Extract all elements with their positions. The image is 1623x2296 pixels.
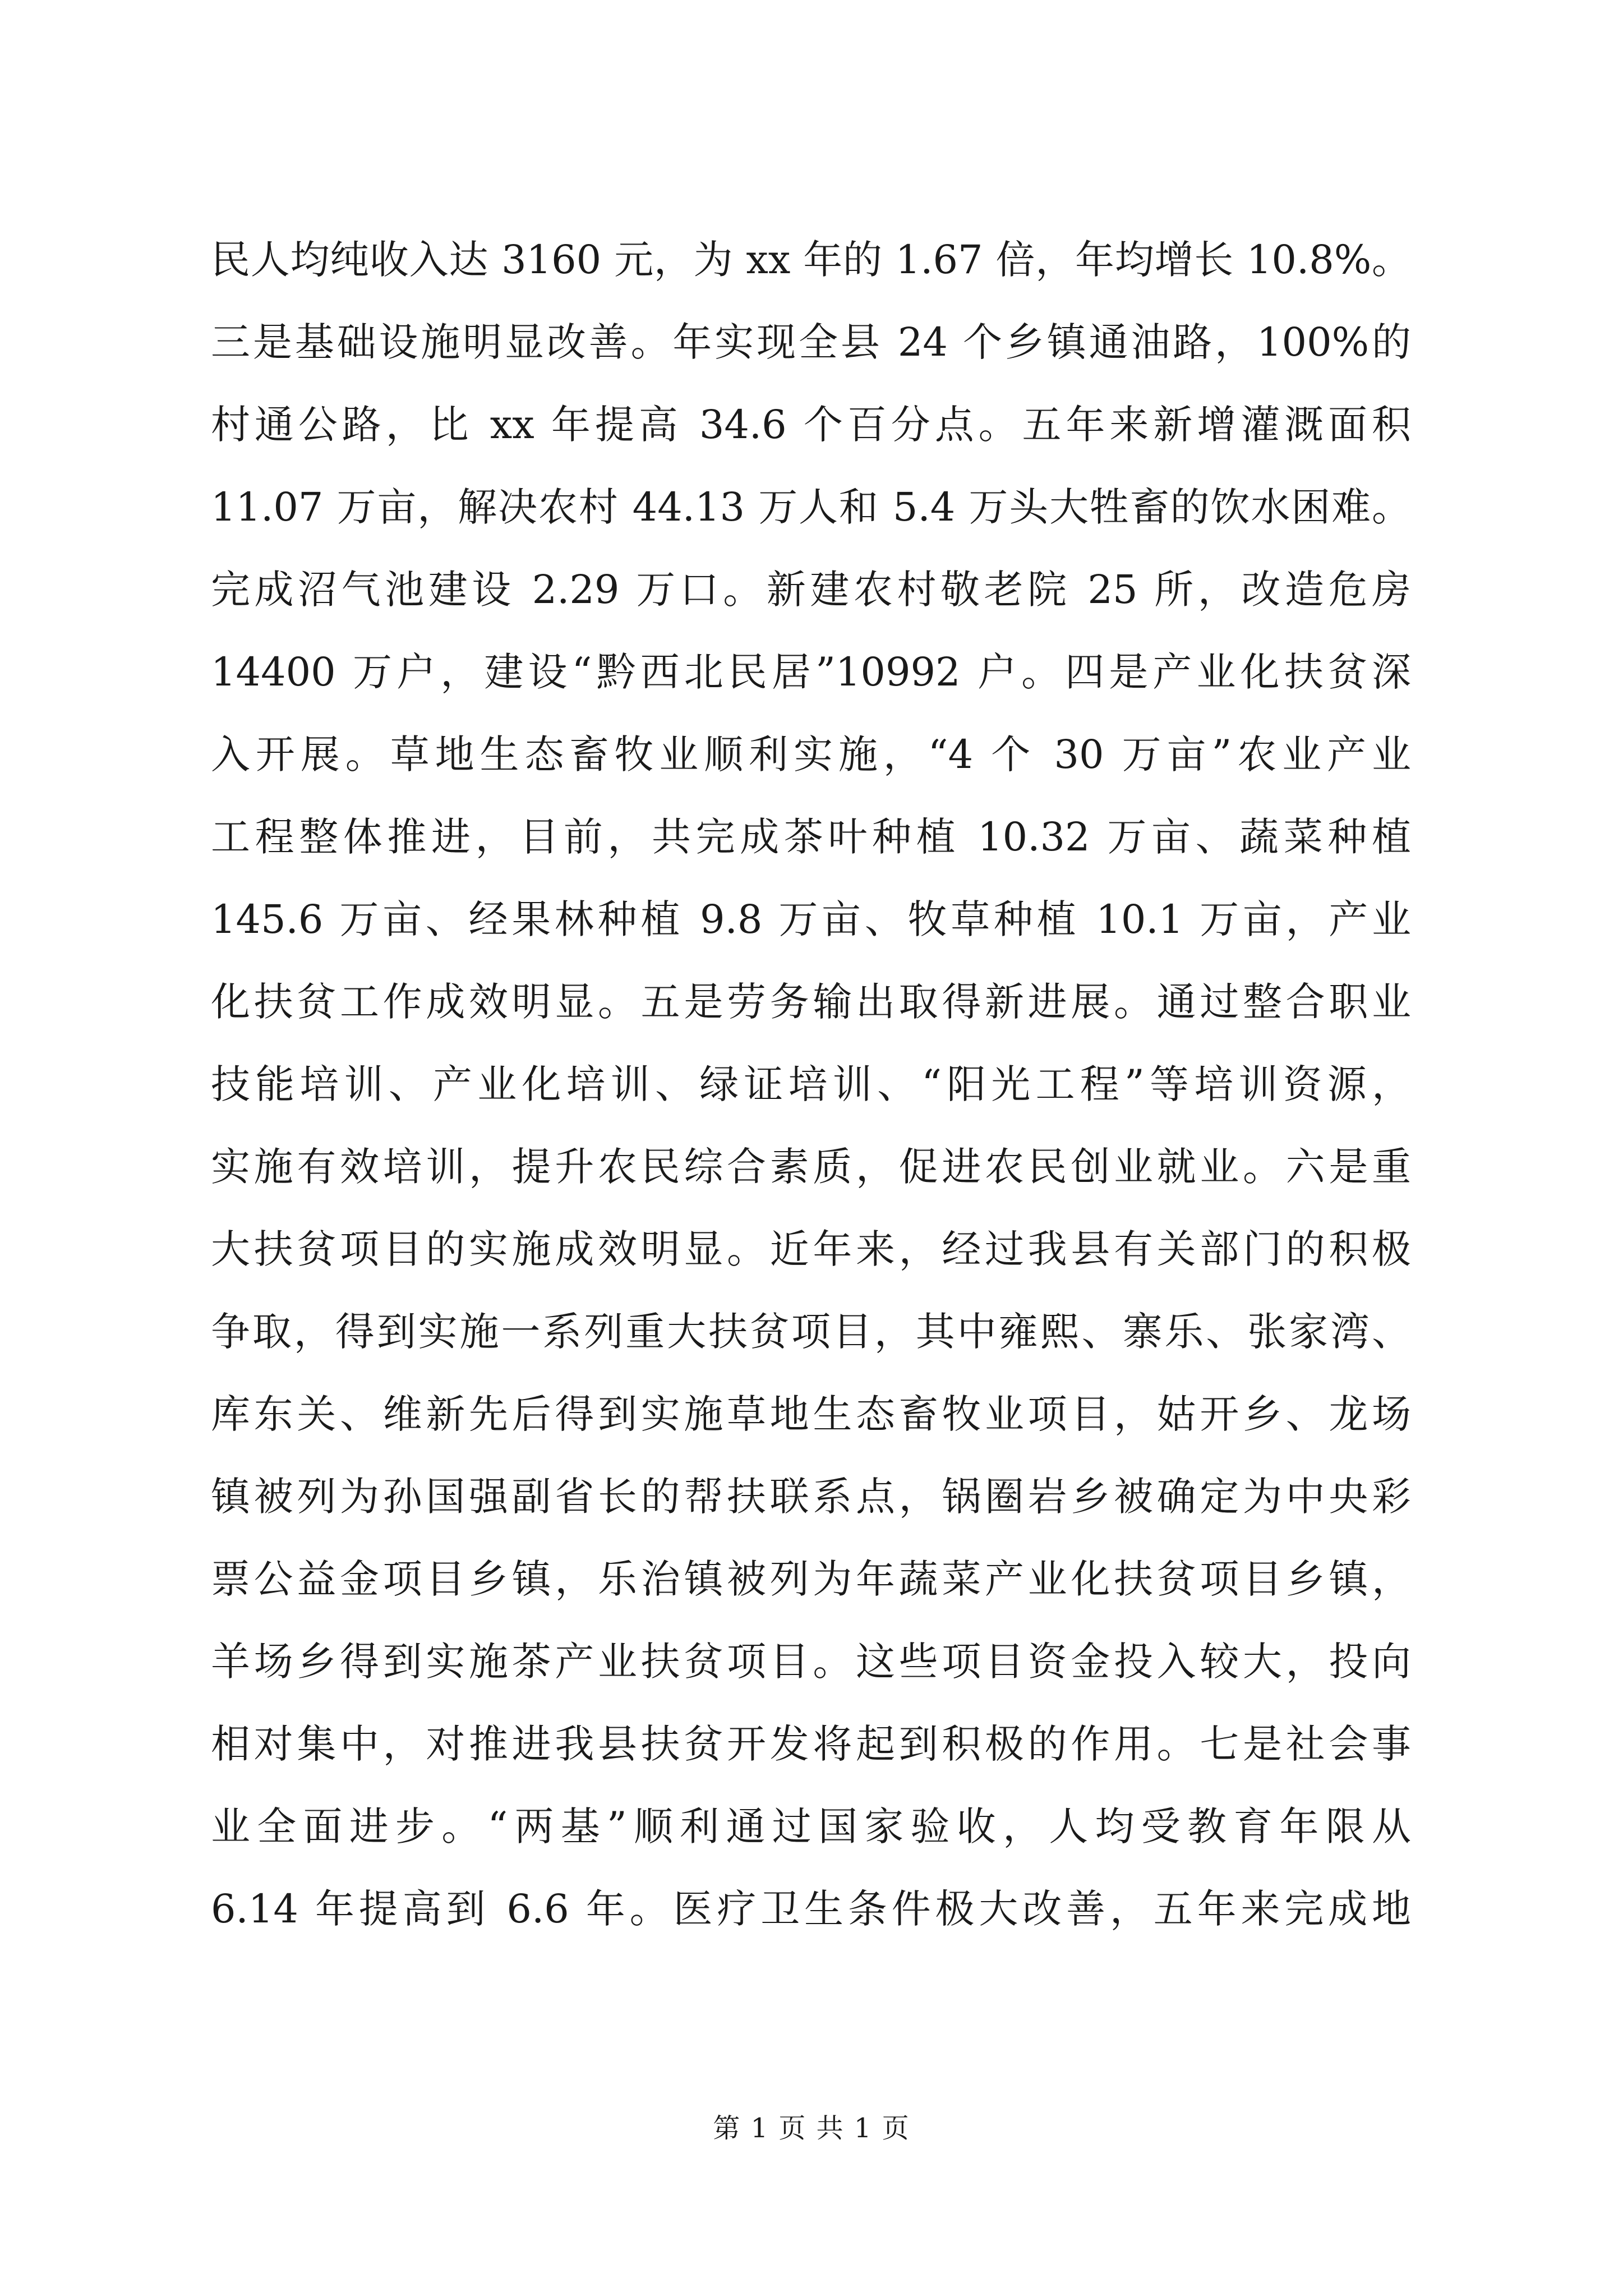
text-line: 业全面进步。“两基”顺利通过国家验收，人均受教育年限从: [211, 1803, 1411, 1849]
text-line: 技能培训、产业化培训、绿证培训、“阳光工程”等培训资源，: [211, 1061, 1411, 1107]
text-line: 相对集中，对推进我县扶贫开发将起到积极的作用。七是社会事: [211, 1721, 1411, 1767]
page-number-label: 第 1 页 共 1 页: [713, 2113, 910, 2144]
text-line: 民人均纯收入达 3160 元，为 xx 年的 1.67 倍，年均增长 10.8%。: [211, 237, 1411, 283]
text-line: 争取，得到实施一系列重大扶贫项目，其中雍熙、寨乐、张家湾、: [211, 1309, 1411, 1355]
text-line: 6.14 年提高到 6.6 年。医疗卫生条件极大改善，五年来完成地: [211, 1886, 1411, 1932]
text-line: 村通公路，比 xx 年提高 34.6 个百分点。五年来新增灌溉面积: [211, 402, 1411, 448]
text-line: 羊场乡得到实施茶产业扶贫项目。这些项目资金投入较大，投向: [211, 1639, 1411, 1685]
document-body: [211, 219, 1411, 1950]
text-line: 库东关、维新先后得到实施草地生态畜牧业项目，姑开乡、龙场: [211, 1391, 1411, 1437]
text-line: 实施有效培训，提升农民综合素质，促进农民创业就业。六是重: [211, 1144, 1411, 1190]
text-line: 14400 万户，建设“黔西北民居”10992 户。四是产业化扶贫深: [211, 649, 1411, 695]
text-line: 11.07 万亩，解决农村 44.13 万人和 5.4 万头大牲畜的饮水困难。: [211, 484, 1411, 530]
text-line: 票公益金项目乡镇，乐治镇被列为年蔬菜产业化扶贫项目乡镇，: [211, 1556, 1411, 1602]
text-line: 化扶贫工作成效明显。五是劳务输出取得新进展。通过整合职业: [211, 979, 1411, 1025]
text-line: 大扶贫项目的实施成效明显。近年来，经过我县有关部门的积极: [211, 1226, 1411, 1272]
text-line: 入开展。草地生态畜牧业顺利实施，“4 个 30 万亩”农业产业: [211, 731, 1411, 777]
text-line: 工程整体推进，目前，共完成茶叶种植 10.32 万亩、蔬菜种植: [211, 814, 1411, 860]
text-line: 镇被列为孙国强副省长的帮扶联系点，锅圈岩乡被确定为中央彩: [211, 1474, 1411, 1520]
text-line: 完成沼气池建设 2.29 万口。新建农村敬老院 25 所，改造危房: [211, 567, 1411, 613]
text-line: 三是基础设施明显改善。年实现全县 24 个乡镇通油路，100%的: [211, 319, 1411, 365]
text-line: 145.6 万亩、经果林种植 9.8 万亩、牧草种植 10.1 万亩，产业: [211, 896, 1411, 942]
page-footer: [0, 2106, 1623, 2145]
